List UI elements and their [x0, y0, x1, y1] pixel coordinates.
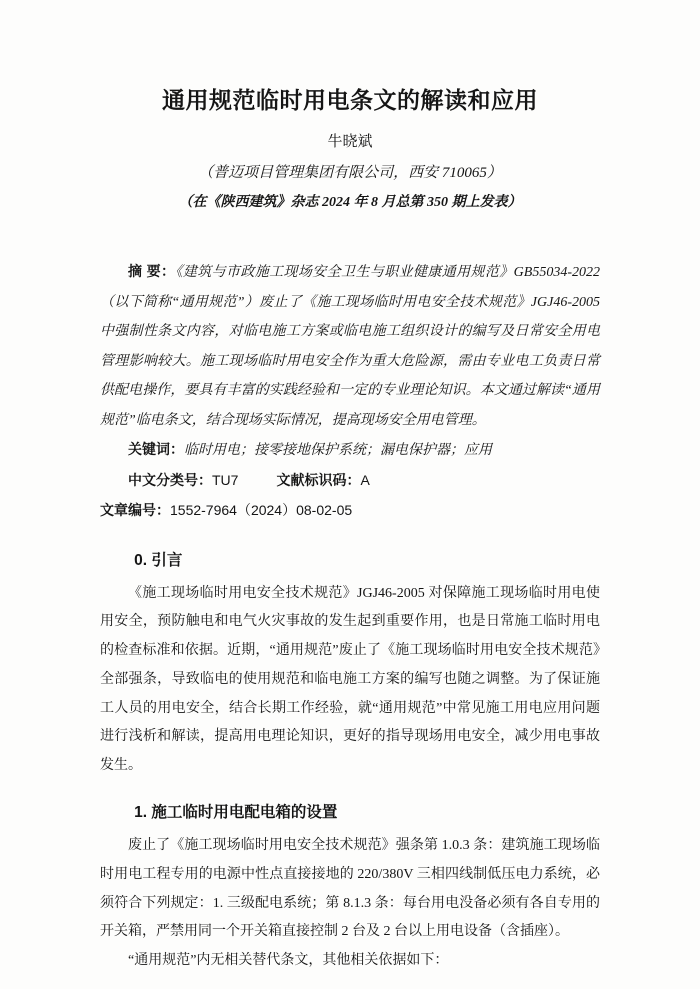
paper-affiliation: （普迈项目管理集团有限公司，西安 710065） — [198, 165, 502, 181]
article-id-label: 文章编号： — [100, 502, 170, 518]
section-heading-distribution-box: 1. 施工临时用电配电箱的设置 — [134, 804, 338, 822]
keywords-label: 关键词： — [128, 441, 184, 457]
paper-author: 牛晓斌 — [327, 134, 373, 150]
document-code-label: 文献标识码： — [276, 471, 361, 488]
abstract-text: 《建筑与市政施工现场安全卫生与职业健康通用规范》GB55034-2022（以下简称“通用规范”）废止了《施工现场临时用电安全技术规范》JGJ46-2005 中强制性条文内容，对临电施工方案或临电施工组织设计的编写及日常安全用电管理影响较大。施工现场临时用电安全作为重大危险源，需由专业电工负责日常供配电操作，要具有丰富的实践经验和一定的专业理论知识。本文通过解读“通用规范”临电条文，结合现场实际情况，提高现场安全用电管理。 — [100, 265, 601, 428]
keywords-line — [100, 435, 600, 466]
classification-line — [100, 466, 600, 527]
introduction-paragraph: 《施工现场临时用电安全技术规范》JGJ46-2005 对保障施工现场临时用电使用安全，预防触电和电气火灾事故的发生起到重要作用，也是日常施工临时用电的检查标准和依据。近期，“通用规范”废止了《施工现场临时用电安全技术规范》全部强条，导致临电的使用规范和临电施工方案的编写也随之调整。为了保证施工人员的用电安全，结合长期工作经验，就“通用规范”中常见施工用电应用问题进行浅析和解读，提高用电理论知识，更好的指导现场用电安全，减少用电事故发生。 — [100, 585, 600, 774]
article-id — [100, 504, 352, 519]
section-heading-introduction: 0. 引言 — [134, 551, 183, 569]
section1-paragraph-1: 废止了《施工现场临时用电安全技术规范》强条第 1.0.3 条：建筑施工现场临时用电工程专用的电源中性点直接接地的 220/380V 三相四线制低压电力系统，必须符合下列规定：1. 三级配电系统；第 8.1.3 条：每台用电没备必须有各自专用的开关箱，严禁用同一个开关箱直接控制 2 台及 2 台以上用电设备（含插座）。 — [100, 838, 600, 940]
article-id-value: 1552-7964（2024）08-02-05 — [170, 502, 353, 518]
abstract-label: 摘 要： — [128, 263, 176, 279]
publication-note: （在《陕西建筑》杂志 2024 年 8 月总第 350 期上发表） — [178, 195, 522, 210]
document-code — [276, 471, 370, 489]
clc-number — [128, 471, 239, 489]
clc-value: TU7 — [212, 471, 239, 488]
keywords-text: 临时用电；接零接地保护系统；漏电保护器；应用 — [184, 443, 492, 458]
document-code-value: A — [360, 471, 370, 488]
abstract-paragraph — [100, 257, 600, 435]
clc-label: 中文分类号： — [128, 471, 212, 488]
paper-title: 通用规范临时用电条文的解读和应用 — [162, 87, 538, 113]
section1-paragraph-2: “通用规范”内无相关替代条文，其他相关依据如下： — [128, 953, 449, 969]
